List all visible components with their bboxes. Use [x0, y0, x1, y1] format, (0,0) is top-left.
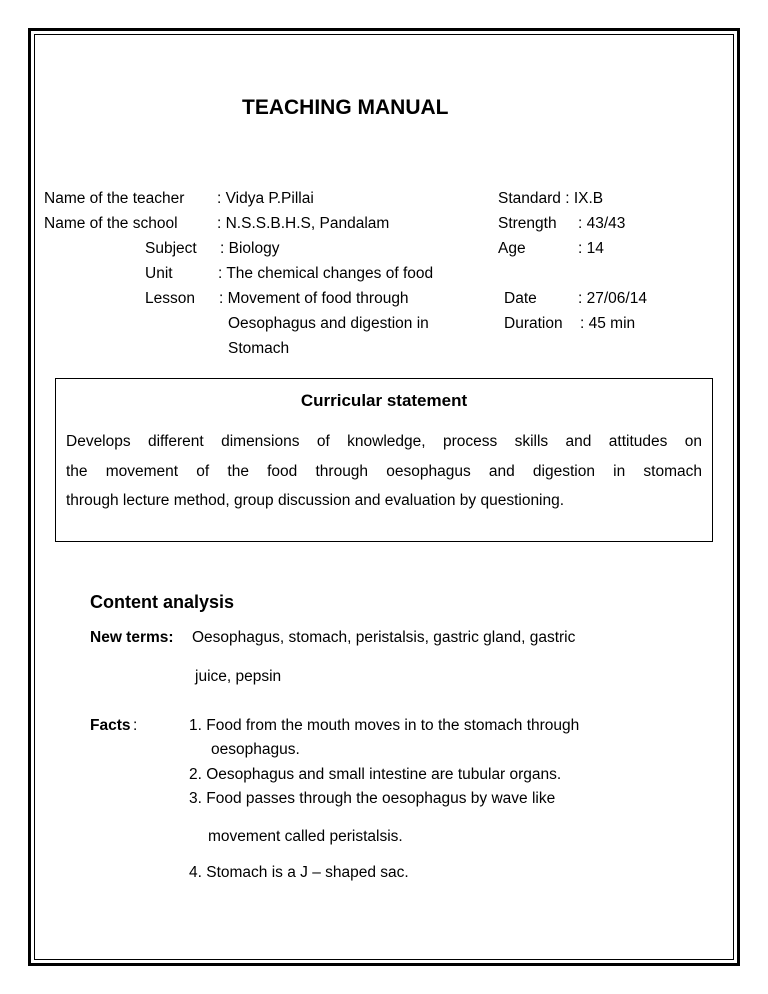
teacher-label: Name of the teacher: [44, 190, 185, 207]
lesson-value-line-3: Stomach: [228, 340, 290, 357]
lesson-value-line-1: : Movement of food through: [219, 290, 409, 307]
unit-label: Unit: [145, 265, 173, 282]
school-value: : N.S.S.B.H.S, Pandalam: [217, 215, 390, 232]
facts-label: Facts: [90, 717, 131, 734]
fact-1-line-2: oesophagus.: [211, 741, 300, 758]
curricular-statement-line-3: through lecture method, group discussion and evaluation by questioning.: [66, 492, 565, 509]
strength-value: : 43/43: [578, 215, 626, 232]
curricular-statement-heading: Curricular statement: [300, 391, 468, 410]
curricular-statement-line-1: Develops different dimensions of knowledge, process skills and attitudes on: [66, 433, 702, 450]
school-label: Name of the school: [44, 215, 178, 232]
curricular-statement-line-2: the movement of the food through oesophagus and digestion in stomach: [66, 463, 702, 480]
age-label: Age: [498, 240, 526, 257]
fact-3-line-2: movement called peristalsis.: [208, 828, 403, 845]
unit-value: : The chemical changes of food: [218, 265, 434, 282]
date-value: : 27/06/14: [578, 290, 647, 307]
fact-3-line-1: 3. Food passes through the oesophagus by wave like: [189, 790, 556, 807]
facts-colon: :: [133, 717, 138, 734]
teacher-value: : Vidya P.Pillai: [217, 190, 314, 207]
fact-4: 4. Stomach is a J – shaped sac.: [189, 864, 409, 881]
date-label: Date: [504, 290, 537, 307]
strength-label: Strength: [498, 215, 557, 232]
lesson-label: Lesson: [145, 290, 195, 307]
lesson-value-line-2: Oesophagus and digestion in: [228, 315, 429, 332]
duration-value: : 45 min: [580, 315, 636, 332]
subject-label: Subject: [145, 240, 197, 257]
page-title: TEACHING MANUAL: [242, 96, 449, 119]
standard-field: Standard : IX.B: [498, 190, 604, 207]
content-analysis-heading: Content analysis: [90, 592, 235, 612]
new-terms-line-1: Oesophagus, stomach, peristalsis, gastric gland, gastric: [192, 629, 576, 646]
subject-value: : Biology: [220, 240, 280, 257]
age-value: : 14: [578, 240, 604, 257]
new-terms-label: New terms:: [90, 629, 174, 646]
curricular-statement-box: [55, 378, 713, 542]
fact-1-line-1: 1. Food from the mouth moves in to the stomach through: [189, 717, 580, 734]
fact-2: 2. Oesophagus and small intestine are tubular organs.: [189, 766, 562, 783]
duration-label: Duration: [504, 315, 563, 332]
new-terms-line-2: juice, pepsin: [195, 668, 282, 685]
